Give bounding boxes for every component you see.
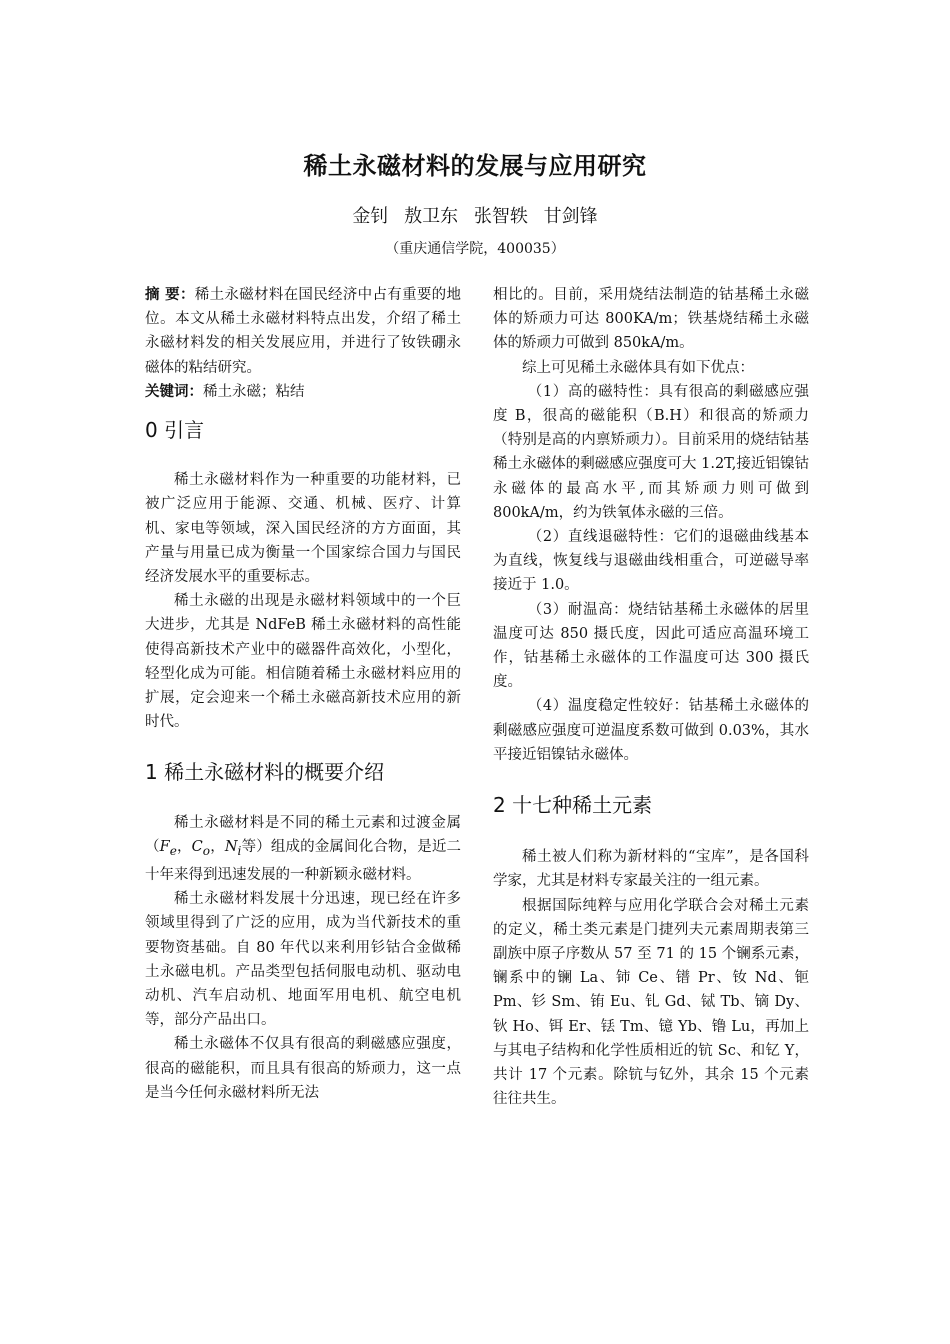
paper-title: 稀土永磁材料的发展与应用研究 <box>303 152 647 180</box>
section1-item-3: （3）耐温高：烧结钴基稀土永磁体的居里温度可达 850 摄氏度，因此可适应高温环境工作，钴基稀土永磁体的工作温度可达 300 摄氏度。 <box>493 601 809 691</box>
abstract <box>145 283 461 380</box>
section1-paragraph-4: 综上可见稀土永磁体具有如下优点： <box>522 359 754 376</box>
intro-paragraph-2: 稀土永磁的出现是永磁材料领域中的一个巨大进步，尤其是 NdFeB 稀土永磁材料的高性能使得高新技术产业中的磁器件高效化，小型化，轻型化成为可能。相信随着稀土永磁材料应用的扩展，定会迎来一个稀土永磁高新技术应用的新时代。 <box>145 593 461 731</box>
section2-paragraph-2: 根据国际纯粹与应用化学联合会对稀土元素的定义，稀土类元素是门捷列夫元素周期表第三副族中原子序数从 57 至 71 的 15 个镧系元素，镧系中的镧 La、铈 Ce、镨 Pr、钕 Nd、钷 Pm、钐 Sm、铕 Eu、钆 Gd、铽 Tb、镝 Dy、钬 Ho、铒 Er、铥 Tm、镱 Yb、镥 Lu，再加上与其电子结构和化学性质相近的钪 Sc、和钇 Y，共计 17 个元素。除钪与钇外，其余 15 个元素往往共生。 <box>493 897 809 1108</box>
section1-paragraph-2: 稀土永磁材料发展十分迅速，现已经在许多领域里得到了广泛的应用，成为当代新技术的重要物资基础。自 80 年代以来利用钐钴合金做稀土永磁电机。产品类型包括伺服电动机、驱动电动机、汽车启动机、地面军用电机、航空电机等，部分产品出口。 <box>145 891 461 1029</box>
keywords-label: 关键词： <box>145 383 203 400</box>
author-list: 金钊 敖卫东 张智轶 甘剑锋 <box>352 206 598 227</box>
section1-paragraph-1: 稀土永磁材料是不同的稀土元素和过渡金属（$F_e$，$C_o$，$N_i$等）组成的金属间化合物，是近二十年来得到迅速发展的一种新颖永磁材料。 <box>145 814 462 883</box>
section1-item-2: （2）直线退磁特性：它们的退磁曲线基本为直线，恢复线与退磁曲线相重合，可逆磁导率接近于 1.0。 <box>493 529 809 594</box>
section1-item-4: （4）温度稳定性较好：钴基稀土永磁体的剩磁感应强度可逆温度系数可做到 0.03%，其水平接近铝镍钴永磁体。 <box>493 698 809 763</box>
section2-paragraph-1: 稀土被人们称为新材料的“宝库”，是各国科学家，尤其是材料专家最关注的一组元素。 <box>493 849 809 890</box>
section-heading-intro: 0 引言 <box>145 418 205 443</box>
abstract-text: 稀土永磁材料在国民经济中占有重要的地位。本文从稀土永磁材料特点出发，介绍了稀土永磁材料发的相关发展应用，并进行了钕铁硼永磁体的粘结研究。 <box>145 287 461 376</box>
right-column <box>493 283 809 1112</box>
section1-paragraph-3-continued: 相比的。目前，采用烧结法制造的钴基稀土永磁体的矫顽力可达 800KA/m；铁基烧结稀土永磁体的矫顽力可做到 850kA/m。 <box>493 287 809 352</box>
keywords-text: 稀土永磁；粘结 <box>203 383 305 400</box>
intro-paragraph-1: 稀土永磁材料作为一种重要的功能材料，已被广泛应用于能源、交通、机械、医疗、计算机、家电等领域，深入国民经济的方方面面，其产量与用量已成为衡量一个国家综合国力与国民经济发展水平的重要标志。 <box>145 472 461 586</box>
left-column <box>145 283 461 1105</box>
section-heading-2: 2 十七种稀土元素 <box>493 793 653 818</box>
abstract-label: 摘 要： <box>145 287 195 303</box>
keywords <box>145 380 461 404</box>
affiliation: （重庆通信学院，400035） <box>385 241 565 257</box>
section-heading-1: 1 稀土永磁材料的概要介绍 <box>145 760 385 785</box>
section1-item-1: （1）高的磁特性：具有很高的剩磁感应强度 B，很高的磁能积（B.H）和很高的矫顽力（特别是高的内禀矫顽力）。目前采用的烧结钴基稀土永磁体的剩磁感应强度可大 1.2T,接近铝镍钴永磁体的最高水平,而其矫顽力则可做到 800kA/m，约为铁氧体永磁的三倍。 <box>493 383 809 521</box>
section1-paragraph-3: 稀土永磁体不仅具有很高的剩磁感应强度，很高的磁能积，而且具有很高的矫顽力，这一点是当今任何永磁材料所无法 <box>145 1036 461 1101</box>
